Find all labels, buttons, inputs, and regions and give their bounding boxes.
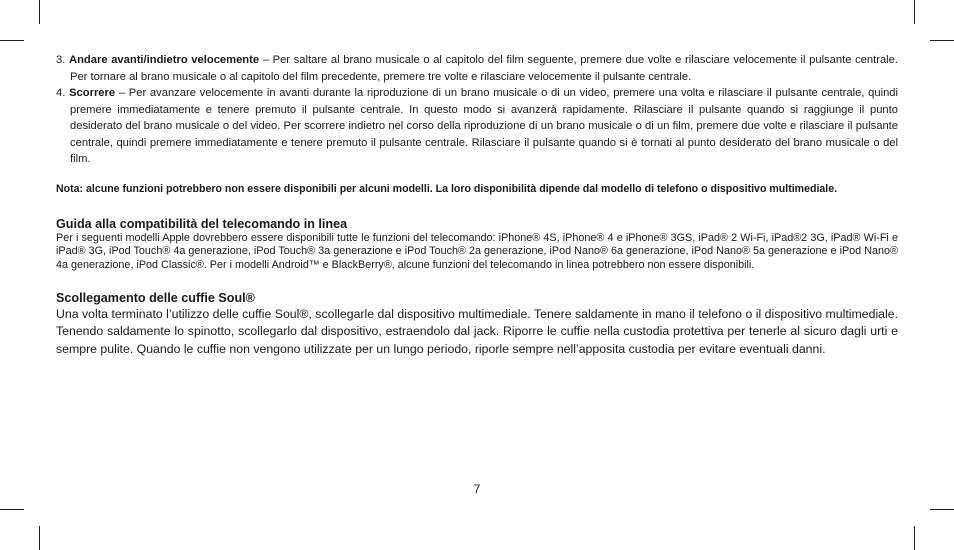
disconnect-heading: Scollegamento delle cuffie Soul®: [56, 290, 255, 305]
note: Nota: alcune funzioni potrebbero non essere disponibili per alcuni modelli. La loro disponibilità dipende dal modello di telefono o dispositivo multimediale.: [56, 182, 838, 195]
crop-mark: [930, 40, 954, 41]
compat-heading: Guida alla compatibilità del telecomando in linea: [56, 216, 348, 231]
crop-mark: [930, 509, 954, 510]
list-item: [56, 85, 898, 168]
item-text: – Per saltare al brano musicale o al capitolo del film seguente, premere due volte e rilasciare velocemente il pulsante centrale. Per tornare al brano musicale o al capitolo del film precedente, premere tre volte e rilasciare velocemente il pulsante centrale.: [70, 54, 898, 83]
list-item: [56, 52, 898, 85]
item-text: – Per avanzare velocemente in avanti durante la riproduzione di un brano musicale o di un video, premere una volta e rilasciare il pulsante centrale, quindi premere immediatamente e tenere premuto il pulsante centrale. In questo modo si avanzerà rapidamente. Rilasciare il pulsante quando si raggiunge il punto desiderato del brano musicale o del video. Per scorrere indietro nel corso della riproduzione di un brano musicale o di un film, premere due volte e rilasciare il pulsante centrale, quindi premere immediatamente e tenere premuto il pulsante centrale. Rilasciare il pulsante quando si è tornati al punto desiderato del brano musicale o del film.: [70, 87, 899, 165]
crop-mark: [39, 0, 40, 24]
item-title: Andare avanti/indietro velocemente: [69, 54, 260, 66]
crop-mark: [0, 40, 24, 41]
item-number: 3.: [56, 54, 66, 66]
item-title: Scorrere: [69, 87, 116, 99]
crop-mark: [914, 0, 915, 24]
disconnect-text: Una volta terminato l’utilizzo delle cuffie Soul®, scollegarle dal dispositivo multimediale. Tenere saldamente in mano il telefono o il dispositivo multimediale. Tenendo saldamente lo spinotto, scollegarlo dal dispositivo, estraendolo dal jack. Riporre le cuffie nella custodia protettiva per tenerle al sicuro dagli urti e sempre pulite. Quando le cuffie non vengono utilizzate per un lungo periodo, riporle sempre nell’apposita custodia per evitare eventuali danni.: [56, 306, 898, 357]
page-number: 7: [473, 482, 481, 496]
crop-mark: [914, 526, 915, 550]
item-number: 4.: [56, 87, 66, 99]
crop-mark: [0, 509, 24, 510]
crop-mark: [39, 526, 40, 550]
page-content: [56, 52, 898, 359]
compat-text: Per i seguenti modelli Apple dovrebbero essere disponibili tutte le funzioni del telecomando: iPhone® 4S, iPhone® 4 e iPhone® 3GS, iPad® 2 Wi-Fi, iPad®2 3G, iPad® Wi-Fi e iPad® 3G, iPod Touch® 4a generazione, iPod Touch® 3a generazione e iPod Touch® 2a generazione, iPod Nano® 6a generazione, iPod Nano® 5a generazione e iPod Nano® 4a generazione, iPod Classic®. Per i modelli Android™ e BlackBerry®, alcune funzioni del telecomando in linea potrebbero non essere disponibili.: [56, 231, 898, 272]
